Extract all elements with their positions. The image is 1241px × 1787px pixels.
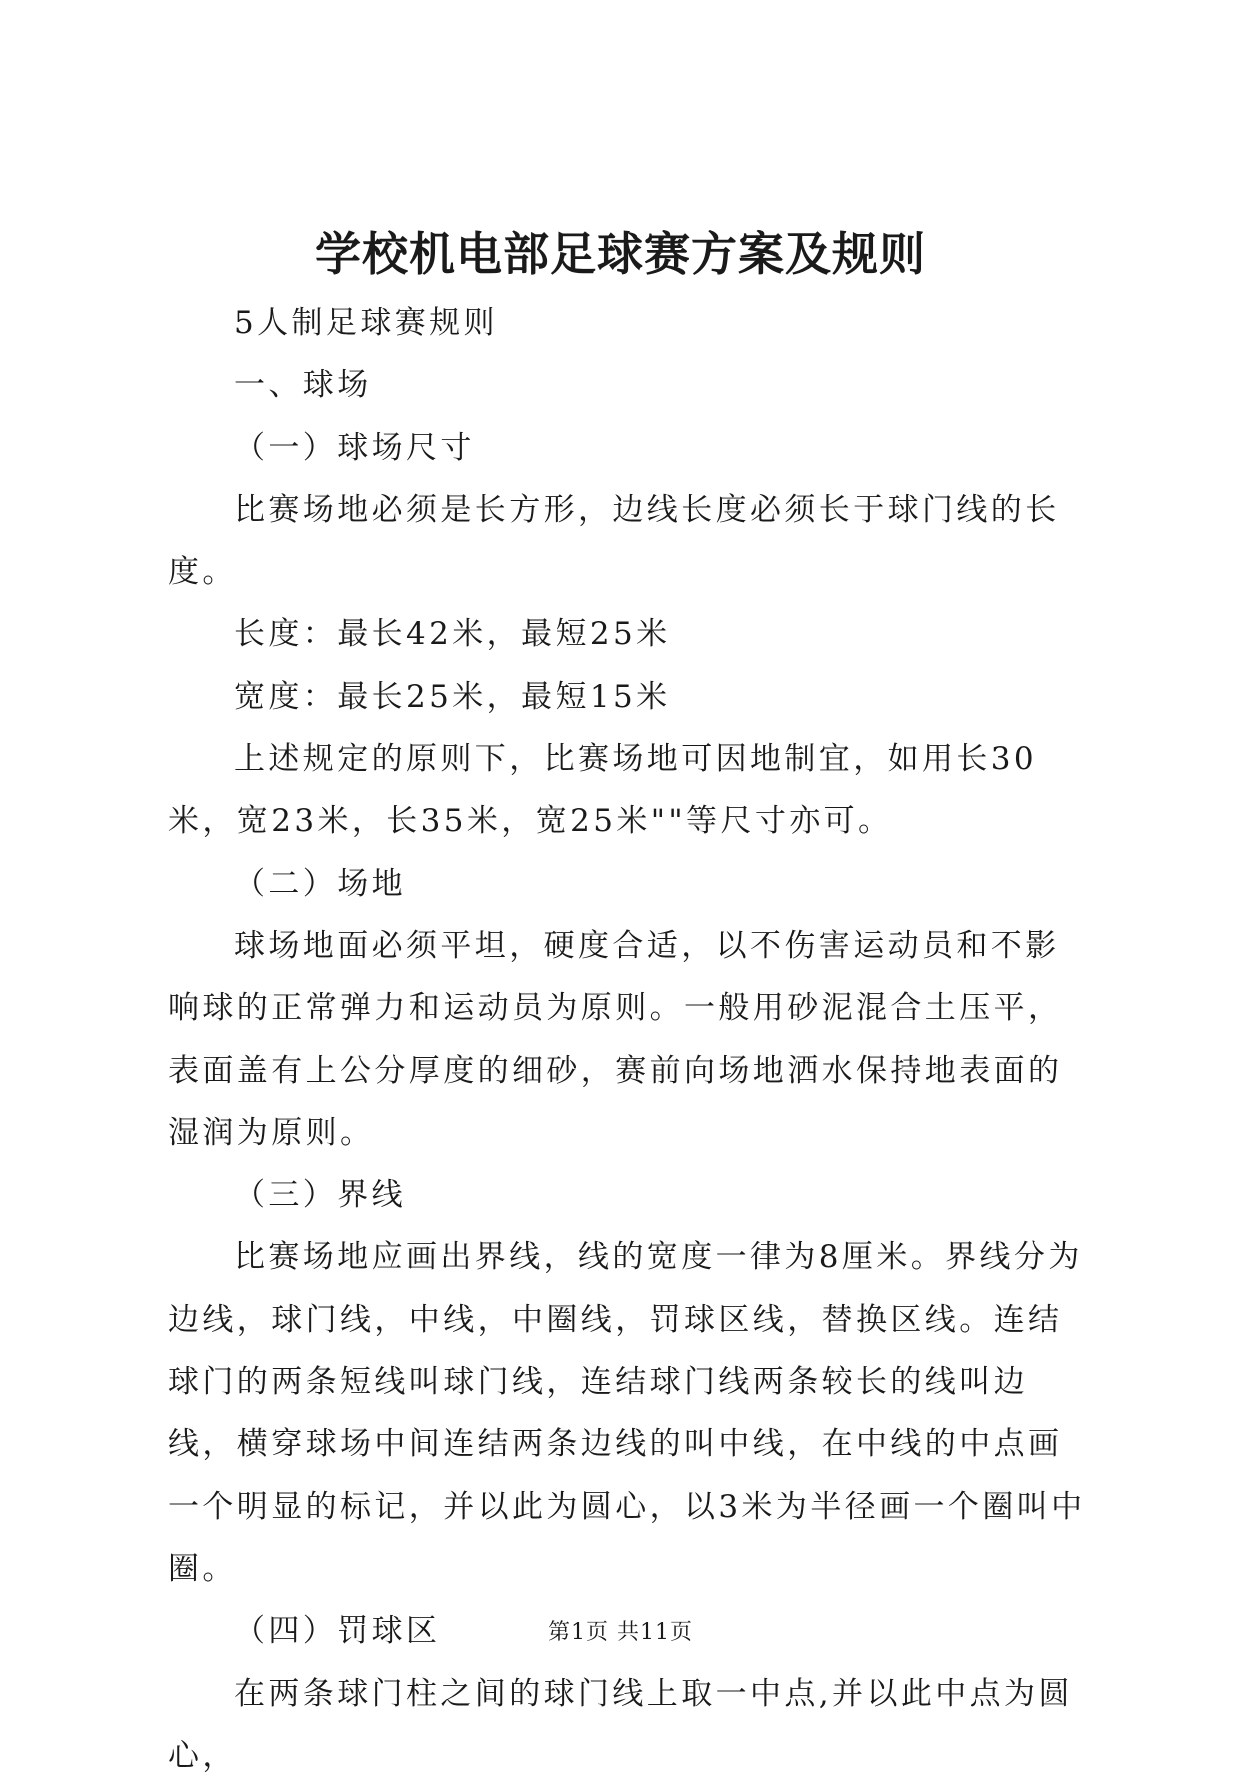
paragraph-boundary-lines: 比赛场地应画出界线，线的宽度一律为8厘米。界线分为边线，球门线，中线，中圈线，罚球区线，替换区线。连结球门的两条短线叫球门线，连结球门线两条较长的线叫边线，横穿球场中间连结两条边线的叫中线，在中线的中点画一个明显的标记，并以此为圆心，以3米为半径画一个圈叫中圈。: [168, 1239, 1086, 1587]
subsection-heading-ground: （二）场地: [234, 865, 406, 902]
paragraph-width: 宽度：最长25米，最短15米: [234, 678, 671, 715]
subsection-heading-size: （一）球场尺寸: [234, 429, 475, 466]
page-footer: 第1页 共11页: [548, 1620, 693, 1645]
document-body: [168, 292, 1088, 1787]
paragraph-subtitle: 5人制足球赛规则: [234, 305, 498, 341]
paragraph-field-shape: 比赛场地必须是长方形，边线长度必须长于球门线的长度。: [168, 491, 1060, 591]
document-title: 学校机电部足球赛方案及规则: [315, 227, 926, 281]
paragraph-penalty-area: 在两条球门柱之间的球门线上取一中点,并以此中点为圆心，: [168, 1675, 1073, 1774]
subsection-heading-lines: （三）界线: [234, 1177, 406, 1214]
paragraph-ground-surface: 球场地面必须平坦，硬度合适，以不伤害运动员和不影响球的正常弹力和运动员为原则。一般用砂泥混合土压平，表面盖有上公分厚度的细砂，赛前向场地洒水保持地表面的湿润为原则。: [168, 927, 1063, 1151]
section-heading-field: 一、球场: [234, 367, 372, 404]
paragraph-length: 长度：最长42米，最短25米: [234, 616, 671, 653]
subsection-heading-penalty-area: （四）罚球区: [234, 1613, 441, 1650]
paragraph-flexible-size: 上述规定的原则下，比赛场地可因地制宜，如用长30米，宽23米，长35米，宽25米""等尺寸亦可。: [168, 741, 1038, 840]
